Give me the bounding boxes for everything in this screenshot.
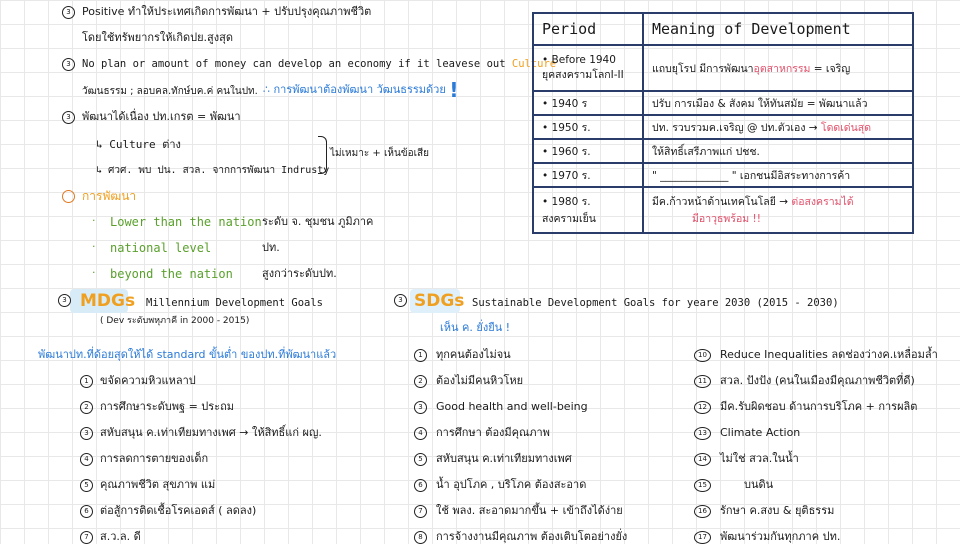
note-no-plan (82, 57, 556, 71)
note-culture-def: วัฒนธรรม ; ลอบคล.ทักษ์บค.ค่ คนในปท. (82, 86, 258, 97)
sub-culture: ↳ Culture ต่าง (96, 138, 181, 151)
level-bullet: · (92, 266, 96, 279)
meaning-cell (643, 139, 913, 163)
goal-number-icon: 14 (694, 453, 711, 466)
sub-environment: ↳ ศวศ. พบ ปน. สวล. จากการพัฒนา Indrusty (96, 165, 330, 176)
meaning-highlight: อุตสาหกรรม (753, 62, 811, 75)
level-label: Lower than the nation (110, 215, 262, 229)
level-desc: สูงกว่าระดับปท. (262, 267, 337, 280)
goal-number-icon: 11 (694, 375, 711, 388)
sdgs-goal-item: บนดิน (744, 478, 774, 491)
bullet-icon (62, 190, 75, 203)
sdgs-goal-item: รักษา ค.สงบ & ยุติธรรม (720, 504, 835, 517)
mdgs-goal-item: คุณภาพชีวิต สุขภาพ แม่ (100, 478, 216, 491)
goal-number-icon: 1 (80, 375, 93, 388)
sdgs-goal-item: น้ำ อุปโภค , บริโภค ต้องสะอาด (436, 478, 587, 491)
sdgs-goal-item: Good health and well-being (436, 400, 588, 413)
mdgs-goal-item: การลดการตายของเด็ก (100, 452, 209, 465)
table-row (533, 91, 913, 115)
period-text: • 1980 ร. (542, 196, 591, 208)
period-cell (533, 115, 643, 139)
header-meaning: Meaning of Development (643, 13, 913, 45)
meaning-text: มีค.ก้าวหน้าด้านเทคโนโลยี → (652, 196, 789, 208)
period-text: • 1950 ร. (542, 121, 591, 134)
period-text: • 1970 ร. (542, 169, 591, 182)
goal-number-icon: 13 (694, 427, 711, 440)
goal-number-icon: 8 (414, 531, 427, 544)
goal-number-icon: 5 (414, 453, 427, 466)
note-develop: พัฒนาได้เนื่อง ปท.เกรต = พัฒนา (82, 110, 241, 123)
period-cell (533, 91, 643, 115)
sdgs-goal-item: Climate Action (720, 426, 801, 439)
goal-number-icon: 10 (694, 349, 711, 362)
bullet-icon: 3 (394, 294, 407, 307)
level-desc: ปท. (262, 241, 280, 254)
period-text: • 1960 ร. (542, 145, 591, 158)
table-row (533, 45, 913, 91)
mdgs-goal-item: ขจัดความหิวแหลาป (100, 374, 196, 387)
mdgs-goal-item: การศึกษาระดับพฐ = ประถม (100, 400, 234, 413)
period-cell (533, 139, 643, 163)
meaning-cell (643, 115, 913, 139)
mdgs-goal-item: สหับสนุน ค.เท่าเทียมทางเพศ → ให้สิทธิ์แก่ ผญ. (100, 426, 322, 439)
period-subtext: ยุคสงครามโลกI-II (542, 68, 624, 81)
goal-number-icon: 4 (414, 427, 427, 440)
period-subtext: สงครามเย็น (542, 213, 596, 225)
table-row (533, 163, 913, 187)
meaning-text: แถบยุโรป มีการพัฒนา (652, 62, 754, 75)
goal-number-icon: 7 (80, 531, 93, 544)
meaning-text: ปรับ การเมือง & สังคม ให้ทันสมัย = พัฒนาแล้ว (652, 97, 868, 110)
meaning-highlight: ต่อสงครามได้ (788, 196, 854, 208)
sdgs-goal-item: ไม่ใช่ สวล.ในน้ำ (720, 452, 799, 465)
brace-mark (318, 136, 327, 174)
table-row (533, 139, 913, 163)
goal-number-icon: 4 (80, 453, 93, 466)
conclusion-text: ∴ การพัฒนาต้องพัฒนา วัฒนธรรมด้วย (263, 83, 446, 96)
sdgs-full-name: Sustainable Development Goals for yeare 2030 (2015 - 2030) (472, 297, 839, 309)
goal-number-icon: 7 (414, 505, 427, 518)
meaning-line (652, 193, 904, 210)
meaning-line (652, 143, 904, 160)
meaning-text: ให้สิทธิ์เสรีภาพแก่ ปชช. (652, 145, 760, 158)
sdgs-goal-item: การศึกษา ต้องมีคุณภาพ (436, 426, 550, 439)
mdgs-full-name: Millennium Development Goals (146, 297, 324, 309)
meaning-cell (643, 45, 913, 91)
mdgs-subtitle: ( Dev ระดับพหุภาคี in 2000 - 2015) (100, 316, 250, 326)
sdgs-goal-item: สหับสนุน ค.เท่าเทียมทางเพศ (436, 452, 572, 465)
level-bullet: · (92, 240, 96, 253)
mdgs-title: MDGs (80, 291, 136, 311)
goal-number-icon: 3 (80, 427, 93, 440)
meaning-line (652, 119, 904, 136)
goal-number-icon: 1 (414, 349, 427, 362)
sdgs-goal-item: มีค.รับผิดชอบ ด้านการบริโภค + การผลิต (720, 400, 918, 413)
table-header-row (533, 13, 913, 45)
sdgs-goal-item: ทุกคนต้องไม่จน (436, 348, 511, 361)
goal-number-icon: 16 (694, 505, 711, 518)
meaning-line (652, 167, 904, 184)
brace-note: ไม่เหมาะ + เห็นข้อเสีย (330, 148, 430, 159)
sdgs-title: SDGs (414, 291, 465, 311)
meaning-cell (643, 163, 913, 187)
note-levels-title: การพัฒนา (82, 189, 137, 203)
meaning-cell (643, 187, 913, 233)
goal-number-icon: 6 (414, 479, 427, 492)
bullet-icon: 3 (62, 6, 75, 19)
goal-number-icon: 6 (80, 505, 93, 518)
meaning-text-end: = เจริญ (810, 62, 851, 75)
goal-number-icon: 15 (694, 479, 711, 492)
period-cell (533, 187, 643, 233)
meaning-cell (643, 91, 913, 115)
meaning-line (652, 95, 904, 112)
sdgs-goal-item: พัฒนาร่วมกันทุกภาค ปท. (720, 530, 841, 543)
meaning-line (652, 60, 904, 77)
sdgs-goal-item: ใช้ พลง. สะอาดมากขึ้น + เข้าถึงได้ง่าย (436, 504, 623, 517)
goal-number-icon: 2 (414, 375, 427, 388)
sdgs-goal-item: สวล. ปังปัง (คนในเมืองมีคุณภาพชีวิตที่ดี) (720, 374, 915, 387)
period-cell (533, 163, 643, 187)
level-bullet: · (92, 214, 96, 227)
table-row (533, 115, 913, 139)
meaning-text: " _____________ " เอกชนมีอิสระทางการค้า (652, 169, 851, 182)
bullet-icon: 3 (62, 58, 75, 71)
mdgs-intro: พัฒนาปท.ที่ด้อยสุดให้ได้ standard ขั้นต่ำ ของปท.ที่พัฒนาแล้ว (38, 348, 337, 361)
sdgs-goal-item: Reduce Inequalities ลดช่องว่างค.เหลื่อมล้ำ (720, 348, 938, 361)
meaning-highlight: โดดเด่นสุด (817, 121, 872, 134)
note-conclusion (263, 78, 459, 102)
header-period: Period (533, 13, 643, 45)
meaning-subtext: มีอาวุธพร้อม !! (692, 213, 761, 225)
bullet-icon: 3 (62, 111, 75, 124)
sdgs-goal-item: การจ้างงานมีคุณภาพ ต้องเติบโตอย่างยั่ง (436, 530, 628, 543)
bullet-icon: 3 (58, 294, 71, 307)
sdgs-goal-item: ต้องไม่มีคนหิวโหย (436, 374, 524, 387)
goal-number-icon: 3 (414, 401, 427, 414)
table-row (533, 187, 913, 233)
note-positive-cont: โดยใช้ทรัพยากรให้เกิดปย.สูงสุด (82, 31, 233, 44)
goal-number-icon: 17 (694, 531, 711, 544)
no-plan-text: No plan or amount of money can develop an economy if it leavese out (82, 58, 506, 70)
mdgs-goal-item: ต่อสู้การติดเชื้อโรคเอดส์ ( ลดลง) (100, 504, 257, 517)
period-text: • 1940 ร (542, 97, 588, 110)
goal-number-icon: 2 (80, 401, 93, 414)
period-cell (533, 45, 643, 91)
meaning-text: ปท. รวบรวมค.เจริญ @ ปท.ตัวเอง → (652, 121, 818, 134)
development-table (532, 12, 914, 234)
culture-word: Culture (511, 58, 557, 70)
level-label: beyond the nation (110, 267, 233, 281)
goal-number-icon: 12 (694, 401, 711, 414)
level-label: national level (110, 241, 212, 255)
mdgs-goal-item: ส.ว.ล. ดี (100, 530, 141, 543)
note-positive: Positive ทำให้ประเทศเกิดการพัฒนา + ปรับปรุงคุณภาพชีวิต (82, 5, 372, 18)
exclaim-mark: ! (449, 78, 459, 102)
sdgs-subtitle: เห็น ค. ยั่งยืน ! (440, 321, 511, 334)
goal-number-icon: 5 (80, 479, 93, 492)
period-text: • Before 1940 (542, 53, 616, 66)
level-desc: ระดับ จ. ชุมชน ภูมิภาค (262, 215, 374, 228)
